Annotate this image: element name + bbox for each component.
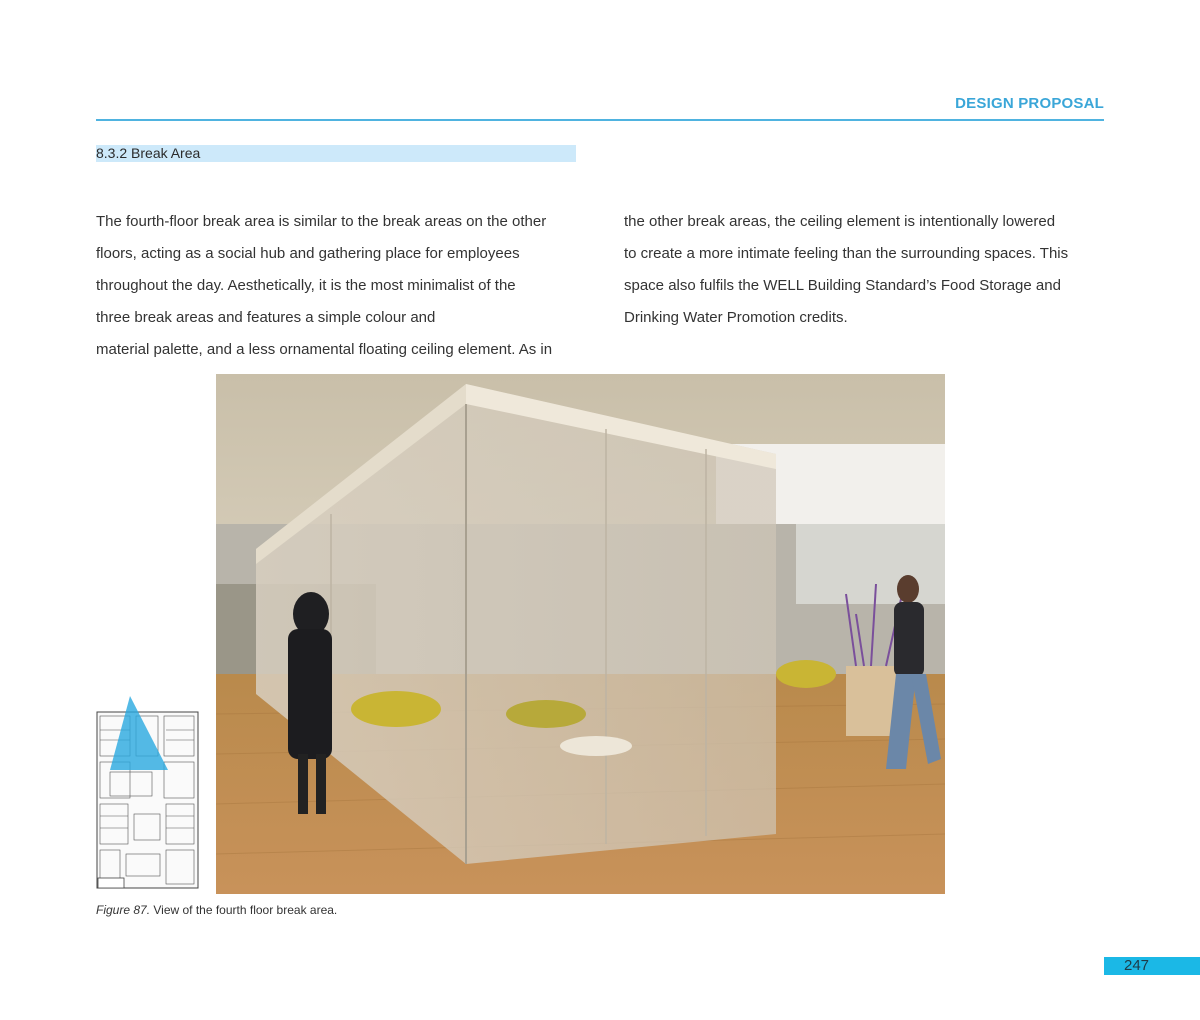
body-text-left-column	[96, 206, 582, 366]
body-line: material palette, and a less ornamental floating ceiling element. As in	[96, 341, 553, 358]
section-heading: 8.3.2 Break Area	[96, 145, 576, 162]
header-rule	[96, 119, 1104, 121]
break-area-rendering-image	[216, 374, 945, 894]
page-number: 247	[1104, 957, 1200, 975]
figure-caption	[96, 903, 337, 917]
floor-plan-key-image	[96, 696, 200, 892]
figure-label: Figure 87.	[96, 903, 151, 917]
body-line: three break areas and features a simple colour and	[96, 309, 436, 326]
body-line: The fourth-floor break area is similar to the break areas on the other	[96, 213, 547, 230]
figure-caption-text: View of the fourth floor break area.	[150, 903, 338, 917]
body-line: the other break areas, the ceiling element is intentionally lowered	[624, 213, 1056, 230]
body-line: to create a more intimate feeling than the surrounding spaces. This	[624, 245, 1069, 262]
body-line: floors, acting as a social hub and gathering place for employees	[96, 245, 520, 262]
body-line: space also fulfils the WELL Building Standard’s Food Storage and	[624, 277, 1061, 294]
body-line: Drinking Water Promotion credits.	[624, 309, 848, 326]
body-text-right-column	[624, 206, 1110, 334]
body-line: throughout the day. Aesthetically, it is the most minimalist of the	[96, 277, 516, 294]
running-header: DESIGN PROPOSAL	[955, 95, 1104, 112]
